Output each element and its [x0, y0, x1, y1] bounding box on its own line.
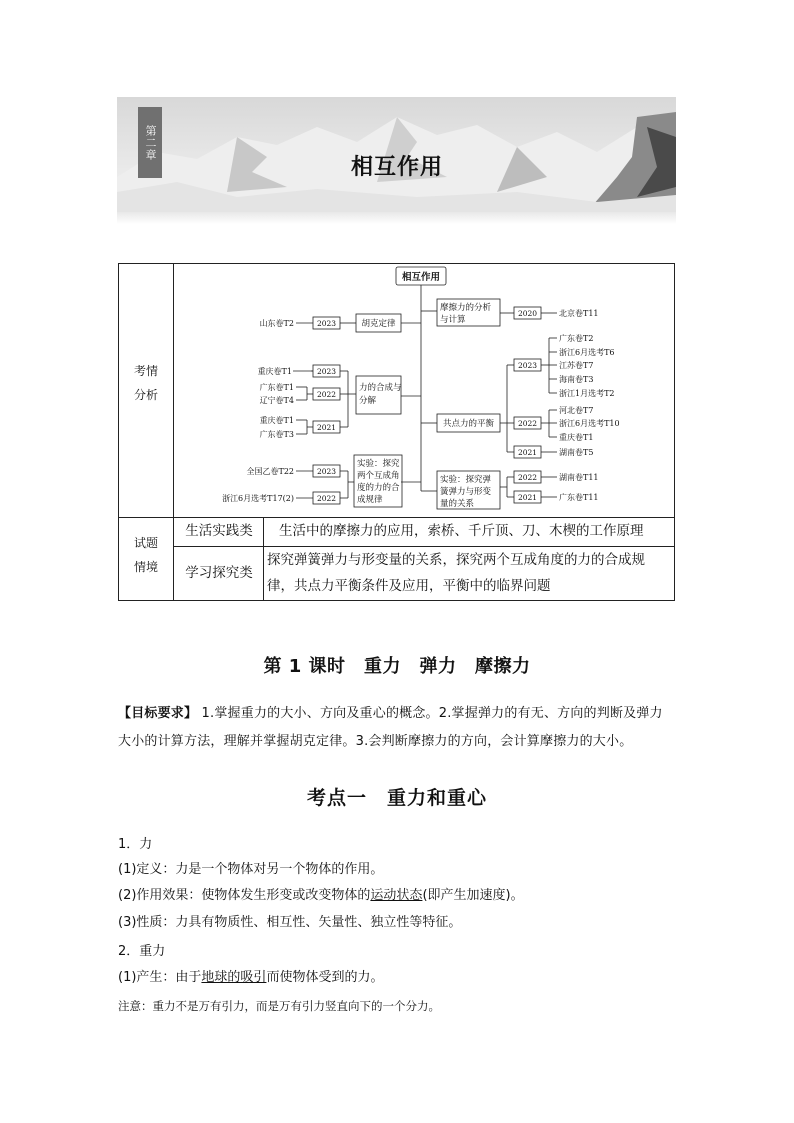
branch-experiment1-l2: 两个互成角 — [357, 471, 400, 481]
year-label: 2022 — [316, 390, 337, 399]
source-label: 广东卷T2 — [559, 334, 594, 343]
paragraph — [118, 969, 383, 987]
year-label: 2022 — [517, 419, 538, 428]
row-header-context: 试题 情境 — [133, 536, 158, 574]
paragraph — [118, 887, 524, 905]
year-label: 2023 — [316, 367, 337, 376]
chapter-title: 相互作用 — [350, 155, 443, 180]
branch-hooke: 胡克定律 — [361, 319, 396, 329]
mindmap-root: 相互作用 — [401, 272, 441, 283]
branch-composition-l2: 分解 — [359, 396, 377, 406]
source-label: 河北卷T7 — [559, 406, 594, 415]
source-label: 广东卷T3 — [259, 430, 294, 439]
source-label: 重庆卷T1 — [257, 367, 292, 376]
branch-friction-l2: 与计算 — [440, 315, 466, 325]
source-label: 浙江6月选考T6 — [559, 348, 615, 357]
goal-line: 1.掌握重力的大小、方向及重心的概念。2.掌握弹力的有无、方向的判断及弹力 — [197, 706, 663, 721]
source-label: 浙江1月选考T2 — [559, 389, 615, 398]
source-label: 全国乙卷T22 — [246, 467, 294, 476]
source-label: 湖南卷T5 — [559, 448, 594, 457]
category-study: 学习探究类 — [185, 565, 253, 581]
goal-line: 大小的计算方法，理解并掌握胡克定律。3.会判断摩擦力的方向，会计算摩擦力的大小。 — [118, 734, 633, 749]
branch-composition-l1: 力的合成与 — [359, 383, 402, 393]
lesson-title: 第 1 课时 重力 弹力 摩擦力 — [263, 656, 531, 677]
year-label: 2022 — [517, 473, 538, 482]
underlined-term: 地球的吸引 — [201, 970, 267, 985]
source-label: 北京卷T11 — [559, 309, 599, 318]
knowledge-mindmap — [173, 263, 673, 515]
content-study: 探究弹簧弹力与形变量的关系，探究两个互成角度的力的合成规律，共点力平衡条件及应用，平衡中的临界问题 — [267, 552, 645, 594]
year-label: 2020 — [517, 309, 538, 318]
paragraph: (1)定义：力是一个物体对另一个物体的作用。 — [118, 862, 384, 877]
source-label: 辽宁卷T4 — [259, 396, 294, 405]
branch-experiment2-l2: 簧弹力与形变 — [440, 487, 492, 497]
note: 注意：重力不是万有引力，而是万有引力竖直向下的一个分力。 — [118, 999, 440, 1013]
year-label: 2021 — [517, 493, 538, 502]
source-label: 广东卷T1 — [259, 383, 294, 392]
branch-experiment2-l1: 实验：探究弹 — [440, 475, 492, 485]
text-span: (1)产生：由于 — [118, 970, 202, 985]
table-divider — [263, 517, 264, 600]
heading-force: 1．力 — [118, 837, 153, 852]
source-label: 广东卷T11 — [559, 493, 599, 502]
year-label: 2021 — [517, 448, 538, 457]
year-label: 2023 — [316, 319, 337, 328]
source-label: 重庆卷T1 — [559, 433, 594, 442]
branch-experiment1-l1: 实验：探究 — [357, 459, 400, 469]
category-life: 生活实践类 — [185, 523, 253, 539]
source-label: 浙江6月选考T10 — [559, 419, 620, 428]
source-label: 浙江6月选考T17(2) — [222, 494, 294, 503]
chapter-label: 第二章 — [138, 107, 162, 178]
text-span: 而使物体受到的力。 — [266, 970, 384, 985]
paragraph: (3)性质：力具有物质性、相互性、矢量性、独立性等特征。 — [118, 915, 462, 930]
branch-experiment1-l4: 成规律 — [357, 495, 383, 505]
banner-shadow — [117, 212, 676, 224]
source-label: 重庆卷T1 — [259, 416, 294, 425]
underlined-term: 运动状态 — [370, 888, 423, 903]
source-label: 江苏卷T7 — [559, 361, 594, 370]
section-title: 考点一 重力和重心 — [306, 787, 487, 809]
source-label: 海南卷T3 — [559, 375, 594, 384]
source-label: 山东卷T2 — [259, 319, 294, 328]
heading-gravity: 2．重力 — [118, 944, 166, 959]
year-label: 2022 — [316, 494, 337, 503]
learning-goals — [118, 700, 680, 756]
year-label: 2023 — [316, 467, 337, 476]
branch-experiment1-l3: 度的力的合 — [357, 483, 400, 493]
branch-experiment2-l3: 量的关系 — [440, 499, 475, 509]
goal-label: 【目标要求】 — [118, 706, 198, 721]
source-label: 湖南卷T11 — [559, 473, 599, 482]
branch-equilibrium: 共点力的平衡 — [442, 419, 495, 429]
row-header-analysis: 考情 分析 — [133, 364, 158, 402]
year-label: 2023 — [517, 361, 538, 370]
year-label: 2021 — [316, 423, 337, 432]
text-span: (即产生加速度)。 — [422, 888, 524, 903]
text-span: (2)作用效果：使物体发生形变或改变物体的 — [118, 888, 371, 903]
content-life: 生活中的摩擦力的应用，索桥、千斤顶、刀、木楔的工作原理 — [279, 523, 644, 539]
branch-friction-l1: 摩擦力的分析 — [440, 303, 492, 313]
